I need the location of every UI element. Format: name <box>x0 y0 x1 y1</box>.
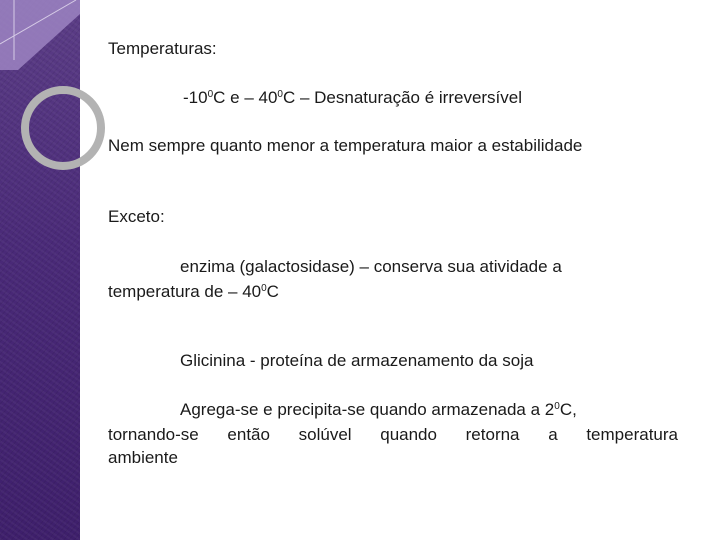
heading-text: Temperaturas: <box>108 39 217 58</box>
aggregation-text-2: tornando-se então solúvel quando retorna a temperatura <box>108 425 678 444</box>
exception-text: Exceto: <box>108 207 165 226</box>
range-part-2: C e – 40 <box>213 88 278 107</box>
aggregation-line-3 <box>108 447 178 469</box>
glycinin-line <box>180 350 533 372</box>
range-part-1: -10 <box>183 88 208 107</box>
aggregation-text-3: ambiente <box>108 448 178 467</box>
degree-superscript: 0 <box>277 89 283 100</box>
heading-temperaturas <box>108 38 217 60</box>
stability-text: Nem sempre quanto menor a temperatura maior a estabilidade <box>108 136 583 155</box>
stability-statement <box>108 135 582 157</box>
enzyme-text-1: enzima (galactosidase) – conserva sua atividade a <box>180 257 562 276</box>
enzyme-line-2 <box>108 281 279 303</box>
degree-superscript: 0 <box>261 283 267 294</box>
aggregation-line-1 <box>180 399 577 421</box>
enzyme-text-2b: C <box>266 282 279 301</box>
temperature-range-line <box>183 87 522 109</box>
aggregation-text-1a: Agrega-se e precipita-se quando armazenada a 2 <box>180 400 555 419</box>
aggregation-line-2 <box>108 424 678 446</box>
enzyme-text-2a: temperatura de – 40 <box>108 282 262 301</box>
glycinin-text: Glicinina - proteína de armazenamento da soja <box>180 351 534 370</box>
exception-label <box>108 206 165 228</box>
enzyme-line-1 <box>180 256 562 278</box>
range-part-3: C – Desnaturação é irreversível <box>282 88 523 107</box>
degree-superscript: 0 <box>207 89 214 100</box>
aggregation-text-1b: C, <box>559 400 577 419</box>
degree-superscript: 0 <box>554 401 560 412</box>
